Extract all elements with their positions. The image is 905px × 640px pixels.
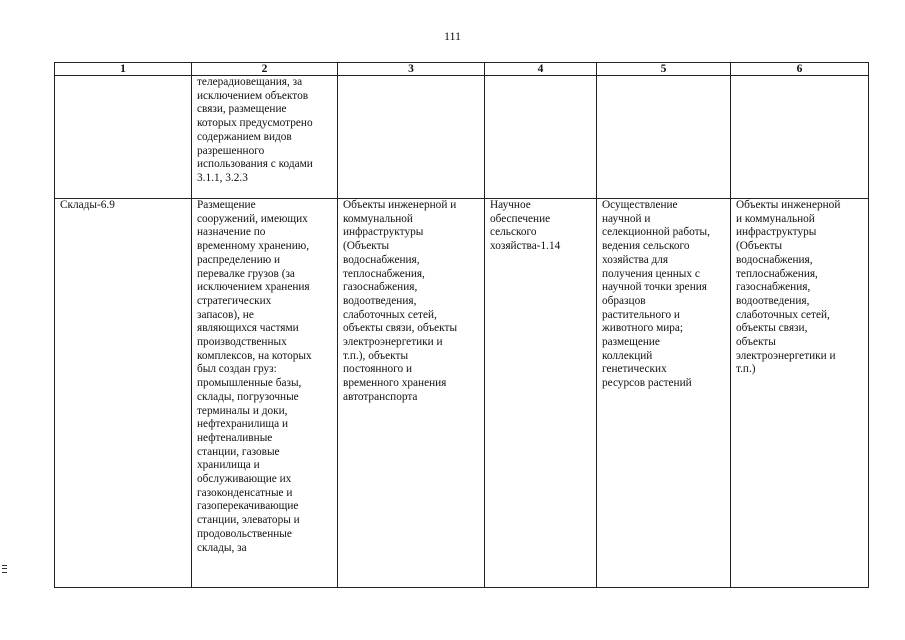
table-cell xyxy=(55,76,192,199)
table-cell xyxy=(597,76,731,199)
header-row xyxy=(55,63,869,76)
table-cell xyxy=(338,76,485,199)
zoning-table xyxy=(54,62,869,588)
table-cell: Осуществление научной и селекционной работы, ведения сельского хозяйства для получения ценных с научной точки зрения образцов растительного и животного мира; размещение коллекций генетических ресурсов растений xyxy=(597,199,731,588)
table-cell xyxy=(731,76,869,199)
table-cell: Объекты инженерной и коммунальной инфраструктуры (Объекты водоснабжения, теплоснабжения, газоснабжения, водоотведения, слаботочных сетей, объекты связи, объекты электроэнергетики и т.п.), объекты постоянного и временного хранения автотранспорта xyxy=(338,199,485,588)
column-header: 5 xyxy=(597,63,731,76)
column-header: 6 xyxy=(731,63,869,76)
table-cell: Склады-6.9 xyxy=(55,199,192,588)
table-cell xyxy=(485,76,597,199)
column-header: 2 xyxy=(192,63,338,76)
page-number: 111 xyxy=(443,29,462,43)
margin-mark xyxy=(2,565,7,573)
table-cell: Размещение сооружений, имеющих назначение по временному хранению, распределению и перевалке грузов (за исключением хранения стратегических запасов), не являющихся частями производственных комплексов, на которых был создан груз: промышленные базы, склады, погрузочные терминалы и доки, нефтехранилища и нефтеналивные станции, газовые хранилища и обслуживающие их газоконденсатные и газоперекачивающие станции, элеваторы и продовольственные склады, за xyxy=(192,199,338,588)
column-header: 1 xyxy=(55,63,192,76)
table-row xyxy=(55,199,869,588)
column-header: 4 xyxy=(485,63,597,76)
table-row xyxy=(55,76,869,199)
table-cell: Научное обеспечение сельского хозяйства-1.14 xyxy=(485,199,597,588)
table-cell: телерадиовещания, за исключением объектов связи, размещение которых предусмотрено содержанием видов разрешенного использования с кодами 3.1.1, 3.2.3 xyxy=(192,76,338,199)
table-cell: Объекты инженерной и коммунальной инфраструктуры (Объекты водоснабжения, теплоснабжения, газоснабжения, водоотведения, слаботочных сетей, объекты связи, объекты электроэнергетики и т.п.) xyxy=(731,199,869,588)
column-header: 3 xyxy=(338,63,485,76)
